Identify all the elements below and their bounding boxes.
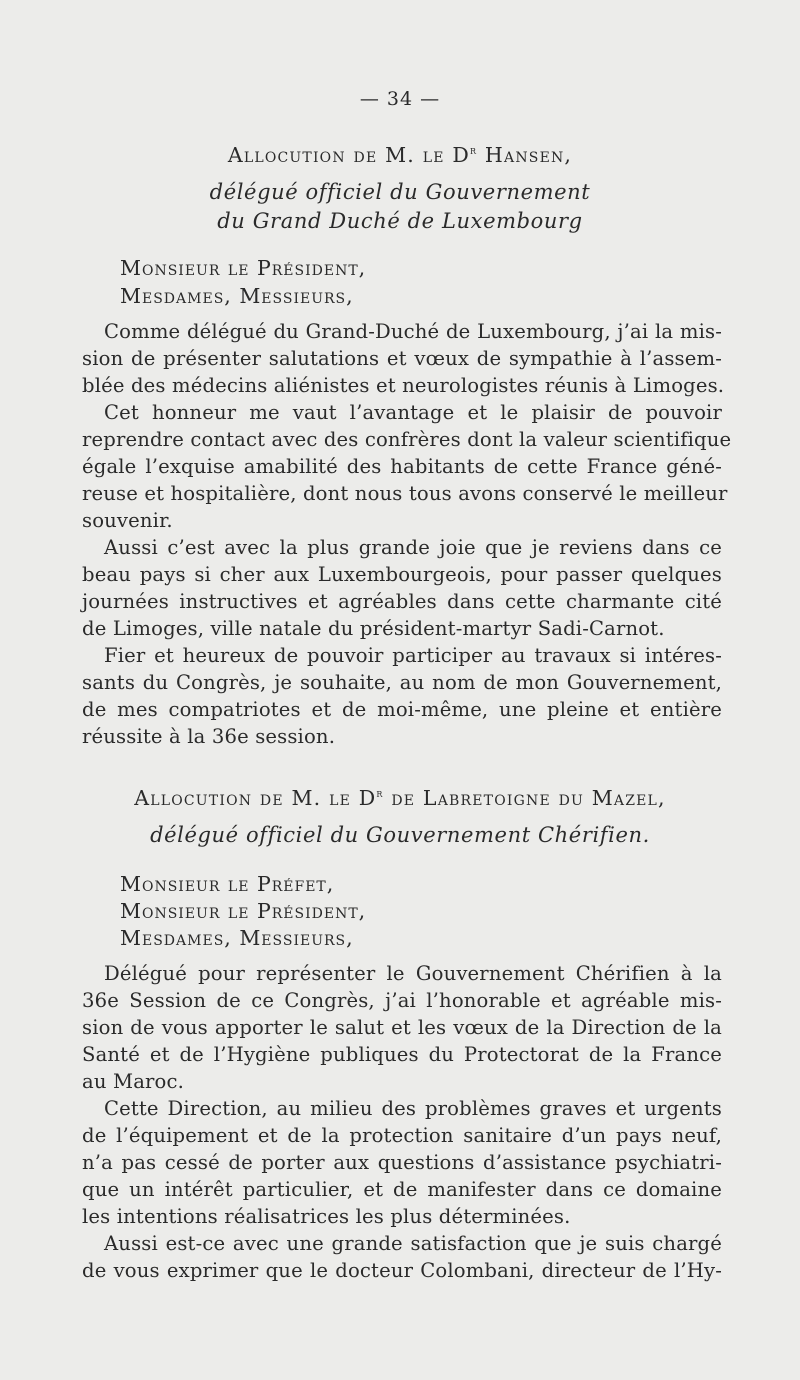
section2-title-pre: Allocution de M. le D [134, 786, 377, 810]
section1-salutation-2: Mesdames, Messieurs, [120, 284, 354, 308]
text-line: au Maroc. [82, 1070, 184, 1093]
text-line: sants du Congrès, je souhaite, au nom de mon Gouvernement, [82, 671, 722, 694]
text-line: Fier et heureux de pouvoir participer au travaux si intéres- [104, 644, 722, 667]
page-number: — 34 — [359, 88, 441, 110]
text-line: 36e Session de ce Congrès, j’ai l’honorable et agréable mis- [82, 989, 722, 1012]
text-line: Délégué pour représenter le Gouvernement Chérifien à la [104, 962, 722, 985]
section2-title [0, 786, 800, 810]
section1-salutation-1: Monsieur le Président, [120, 256, 367, 280]
text-line: sion de présenter salutations et vœux de sympathie à l’assem- [82, 347, 722, 370]
text-line: reprendre contact avec des confrères dont la valeur scientifique [82, 428, 732, 451]
text-line: que un intérêt particulier, et de manifester dans ce domaine [82, 1178, 722, 1201]
section2-salutation-2: Monsieur le Président, [120, 899, 367, 923]
text-line: Cet honneur me vaut l’avantage et le plaisir de pouvoir [104, 401, 722, 424]
section2-subtitle-1: délégué officiel du Gouvernement Chérifien. [150, 823, 650, 847]
text-line: journées instructives et agréables dans cette charmante cité [82, 590, 722, 613]
text-line: les intentions réalisatrices les plus déterminées. [82, 1205, 571, 1228]
section1-title-pre: Allocution de M. le D [227, 143, 470, 167]
section2-body [82, 960, 722, 1284]
text-line: Comme délégué du Grand-Duché de Luxembourg, j’ai la mis- [104, 320, 722, 343]
section2-title-sup: r [376, 787, 384, 801]
text-line: Aussi c’est avec la plus grande joie que je reviens dans ce [104, 536, 722, 559]
section1-title-post: Hansen, [477, 143, 573, 167]
text-line: Santé et de l’Hygiène publiques du Protectorat de la France [82, 1043, 722, 1066]
text-line: réussite à la 36e session. [82, 725, 336, 748]
text-line: blée des médecins aliénistes et neurologistes réunis à Limoges. [82, 374, 725, 397]
text-line: de l’équipement et de la protection sanitaire d’un pays neuf, [82, 1124, 722, 1147]
text-line: beau pays si cher aux Luxembourgeois, pour passer quelques [82, 563, 722, 586]
text-line: de vous exprimer que le docteur Colombani, directeur de l’Hy- [82, 1259, 722, 1282]
text-line: sion de vous apporter le salut et les vœux de la Direction de la [82, 1016, 722, 1039]
section1-title-sup: r [469, 144, 478, 158]
text-line: souvenir. [82, 509, 173, 532]
text-line: de mes compatriotes et de moi-même, une pleine et entière [82, 698, 722, 721]
text-line: Aussi est-ce avec une grande satisfaction que je suis chargé [104, 1232, 722, 1255]
section1-subtitle-1: délégué officiel du Gouvernement [209, 180, 591, 204]
section2-salutation-1: Monsieur le Préfet, [120, 872, 335, 896]
section1-title [0, 143, 800, 167]
section2-title-post: de Labretoigne du Mazel, [383, 786, 666, 810]
text-line: n’a pas cessé de porter aux questions d’assistance psychiatri- [82, 1151, 722, 1174]
text-line: de Limoges, ville natale du président-martyr Sadi-Carnot. [82, 617, 665, 640]
section1-body [82, 318, 732, 750]
section1-subtitle-2: du Grand Duché de Luxembourg [217, 209, 583, 233]
text-line: reuse et hospitalière, dont nous tous avons conservé le meilleur [82, 482, 728, 505]
text-line: Cette Direction, au milieu des problèmes graves et urgents [104, 1097, 722, 1120]
text-line: égale l’exquise amabilité des habitants de cette France géné- [82, 455, 722, 478]
section2-salutation-3: Mesdames, Messieurs, [120, 926, 354, 950]
